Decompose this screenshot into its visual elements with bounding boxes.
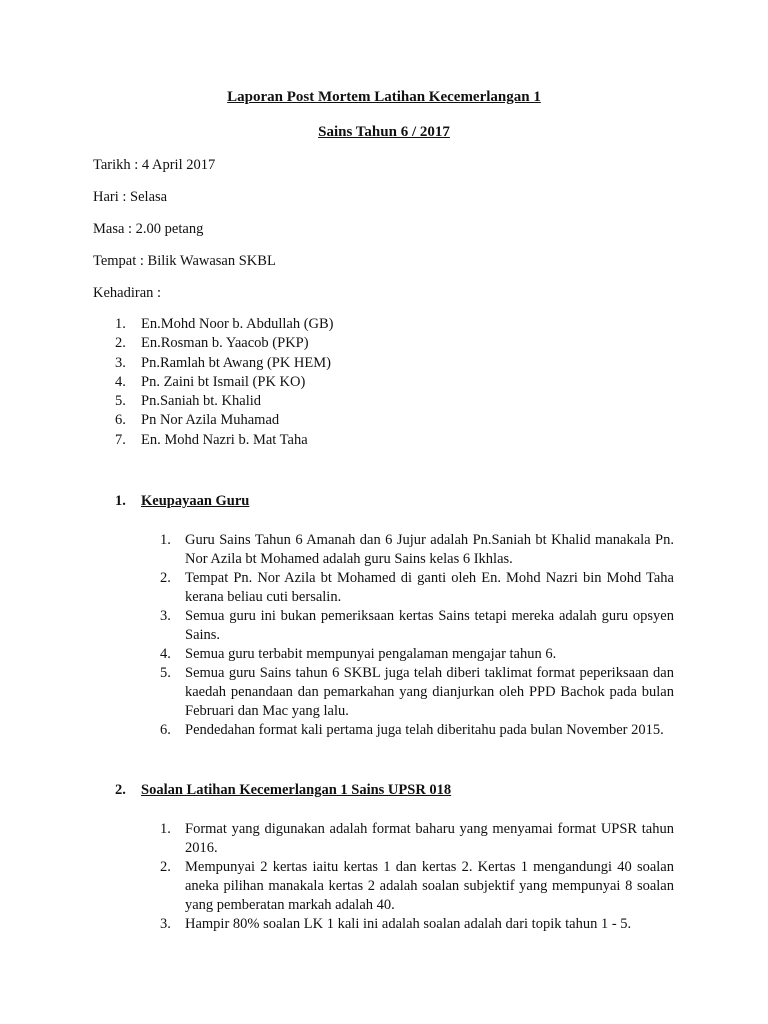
list-number: 3. — [115, 354, 126, 371]
section-number: 2. — [115, 782, 126, 798]
list-number: 4. — [160, 646, 171, 662]
list-item — [115, 334, 334, 353]
list-item — [160, 820, 674, 858]
list-number: 1. — [160, 821, 171, 837]
item-text: Tempat Pn. Nor Azila bt Mohamed di ganti oleh En. Mohd Nazri bin Mohd Taha kerana beliau cuti bersalin. — [185, 570, 674, 605]
list-number: 2. — [160, 570, 171, 586]
list-item — [160, 721, 674, 740]
list-item — [115, 411, 334, 430]
item-text: Semua guru terbabit mempunyai pengalaman mengajar tahun 6. — [185, 646, 557, 662]
list-number: 4. — [115, 373, 126, 390]
section-number: 1. — [115, 493, 126, 509]
list-number: 6. — [115, 412, 126, 429]
section-1-items — [160, 531, 674, 740]
document-title: Laporan Post Mortem Latihan Kecemerlangan 1 — [227, 89, 541, 105]
item-text: Semua guru ini bukan pemeriksaan kertas Sains tetapi mereka adalah guru opsyen Sains. — [185, 608, 674, 643]
attendee-name: En.Mohd Noor b. Abdullah (GB) — [141, 316, 334, 332]
section-heading-soalan-latihan — [115, 781, 451, 800]
meta-tarikh: Tarikh : 4 April 2017 — [93, 157, 216, 173]
list-number: 1. — [115, 316, 126, 332]
section-title: Soalan Latihan Kecemerlangan 1 Sains UPSR 018 — [141, 782, 452, 798]
list-number: 6. — [160, 722, 171, 738]
attendee-name: En.Rosman b. Yaacob (PKP) — [141, 335, 309, 352]
list-item — [160, 607, 674, 645]
list-item — [160, 645, 674, 664]
list-item — [115, 373, 334, 392]
attendee-name: Pn.Saniah bt. Khalid — [141, 393, 262, 410]
item-text: Semua guru Sains tahun 6 SKBL juga telah diberi taklimat format peperiksaan dan kaedah penandaan dan pemarkahan yang dianjurkan oleh PPD Bachok pada bulan Februari dan Mac yang lalu. — [185, 665, 674, 719]
list-item — [160, 664, 674, 721]
list-item — [160, 915, 674, 934]
list-number: 7. — [115, 431, 126, 448]
list-item — [115, 392, 334, 411]
meta-hari: Hari : Selasa — [93, 189, 168, 205]
meta-kehadiran-label: Kehadiran : — [93, 285, 162, 301]
item-text: Pendedahan format kali pertama juga telah diberitahu pada bulan November 2015. — [185, 722, 664, 738]
item-text: Mempunyai 2 kertas iaitu kertas 1 dan kertas 2. Kertas 1 mengandungi 40 soalan aneka pilihan manakala kertas 2 adalah soalan subjektif yang mempunyai 8 soalan yang pemberatan markah adalah 40. — [185, 859, 674, 913]
list-item — [160, 569, 674, 607]
attendee-list — [115, 315, 334, 450]
list-number: 3. — [160, 916, 171, 932]
list-number: 2. — [160, 859, 171, 875]
attendee-name: Pn.Ramlah bt Awang (PK HEM) — [141, 354, 331, 371]
list-item — [160, 531, 674, 569]
meta-tempat: Tempat : Bilik Wawasan SKBL — [93, 253, 276, 269]
list-item — [115, 354, 334, 373]
list-item — [115, 315, 334, 334]
attendee-name: Pn Nor Azila Muhamad — [141, 412, 280, 429]
list-item — [160, 858, 674, 915]
section-2-items — [160, 820, 674, 934]
attendee-name: Pn. Zaini bt Ismail (PK KO) — [141, 373, 306, 390]
section-title: Keupayaan Guru — [141, 493, 250, 509]
list-number: 1. — [160, 532, 171, 548]
item-text: Guru Sains Tahun 6 Amanah dan 6 Jujur adalah Pn.Saniah bt Khalid manakala Pn. Nor Azila bt Mohamed adalah guru Sains kelas 6 Ikhlas. — [185, 532, 674, 567]
item-text: Format yang digunakan adalah format baharu yang menyamai format UPSR tahun 2016. — [185, 821, 674, 856]
list-number: 3. — [160, 608, 171, 624]
item-text: Hampir 80% soalan LK 1 kali ini adalah soalan adalah dari topik tahun 1 - 5. — [185, 916, 632, 932]
list-number: 2. — [115, 335, 126, 352]
attendee-name: En. Mohd Nazri b. Mat Taha — [141, 431, 308, 448]
list-item — [115, 431, 334, 450]
list-number: 5. — [115, 393, 126, 410]
document-subtitle: Sains Tahun 6 / 2017 — [318, 124, 450, 140]
meta-masa: Masa : 2.00 petang — [93, 221, 204, 237]
list-number: 5. — [160, 665, 171, 681]
section-heading-keupayaan-guru — [115, 492, 249, 511]
